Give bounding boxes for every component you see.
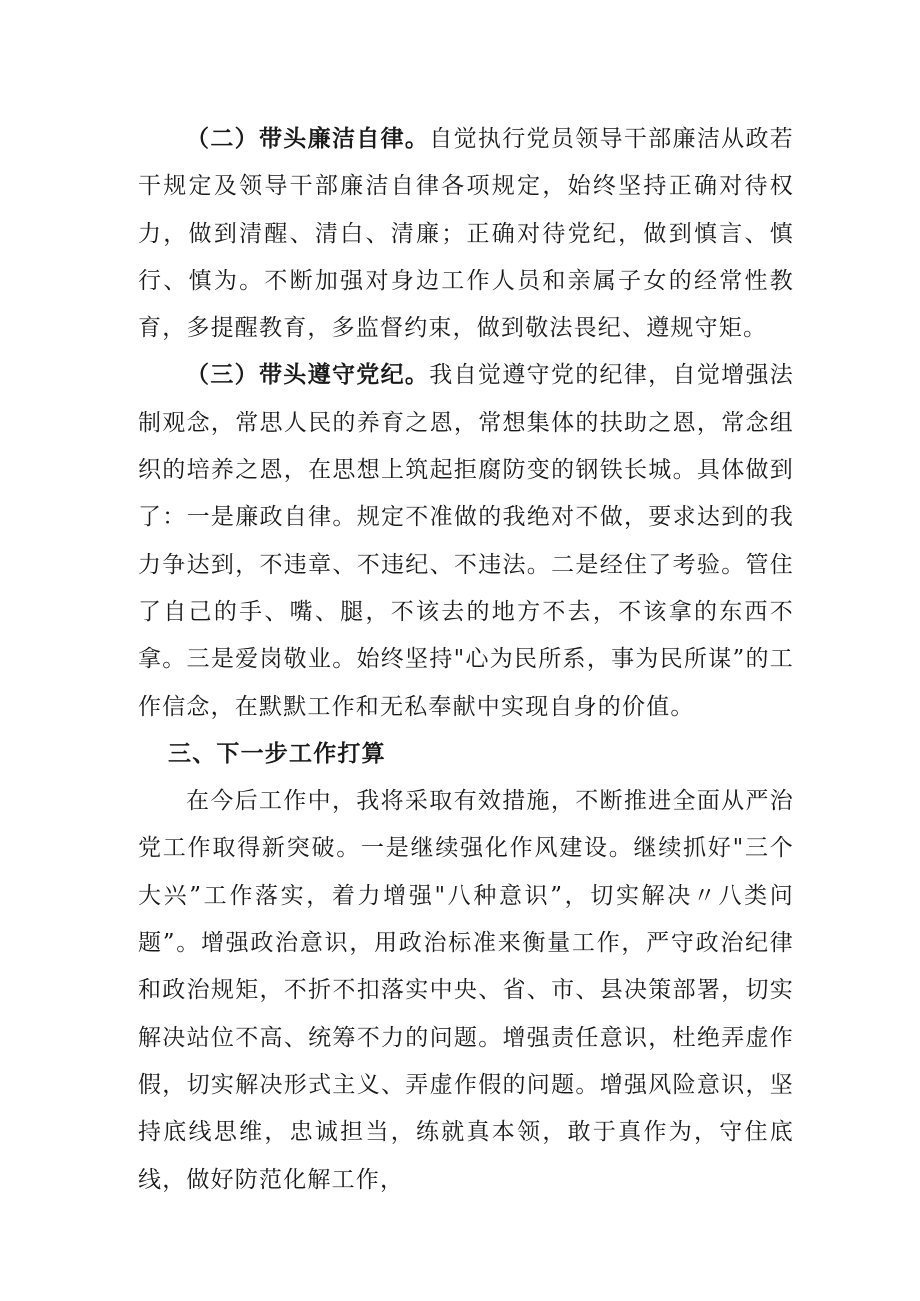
section-heading: 三、下一步工作打算: [168, 740, 386, 767]
paragraph-heading: （三）带头遵守党纪。: [186, 362, 430, 389]
paragraph-body: 自觉执行党员领导干部廉洁从政若干规定及领导干部廉洁自律各项规定，始终坚持正确对待权力，做到清醒、清白、清廉；正确对待党纪，做到慎言、慎行、慎为。不断加强对身边工作人员和亲属子女的经常性教育，多提醒教育，多监督约束，做到敬法畏纪、遵规守矩。: [138, 126, 794, 342]
paragraph-heading: （二）带头廉洁自律。: [186, 126, 430, 152]
paragraph-observe-discipline: [138, 352, 794, 730]
document-page: [138, 116, 794, 1204]
paragraph-body: 我自觉遵守党的纪律，自觉增强法制观念，常思人民的养育之恩，常想集体的扶助之恩，常念组织的培养之恩，在思想上筑起拒腐防变的钢铁长城。具体做到了：一是廉政自律。规定不准做的我绝对不做，要求达到的我力争达到，不违章、不违纪、不违法。二是经住了考验。管住了自己的手、嘴、腿，不该去的地方不去，不该拿的东西不拿。三是爱岗敬业。始终坚持"心为民所系，事为民所谋”的工作信念，在默默工作和无私奉献中实现自身的价值。: [138, 362, 794, 720]
paragraph-lead-integrity: [138, 116, 794, 352]
paragraph-next-steps: 在今后工作中，我将采取有效措施，不断推进全面从严治党工作取得新突破。一是继续强化作风建设。继续抓好"三个大兴”工作落实，着力增强"八种意识”，切实解决〃八类问题”。增强政治意识，用政治标准来衡量工作，严守政治纪律和政治规矩，不折不扣落实中央、省、市、县决策部署，切实解决站位不高、统筹不力的问题。增强责任意识，杜绝弄虚作假，切实解决形式主义、弄虚作假的问题。增强风险意识，坚持底线思维，忠诚担当，练就真本领，敢于真作为，守住底线，做好防范化解工作，: [138, 788, 794, 1193]
